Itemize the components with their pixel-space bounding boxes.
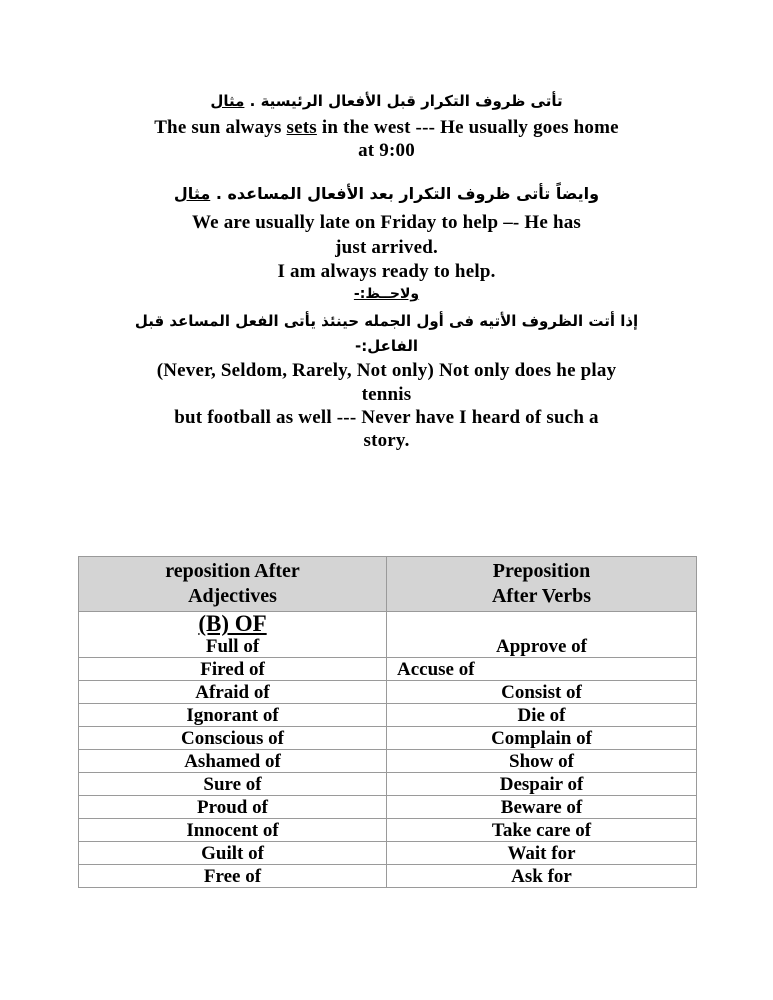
table-row — [79, 842, 697, 865]
verb-text: Approve of — [496, 636, 587, 657]
arabic-line-3: إذا أتت الظروف الأتيه فى أول الجمله حينئذ يأتى الفعل المساعد قبل — [134, 312, 639, 330]
header-adjectives-line-1: reposition After — [165, 560, 300, 582]
example-2-line-2: just arrived. — [335, 237, 438, 258]
table-row — [79, 773, 697, 796]
adjective-cell: Afraid of — [79, 681, 387, 704]
verb-cell — [387, 612, 697, 658]
arabic-line-2 — [0, 184, 773, 203]
table-row — [79, 796, 697, 819]
table-row — [79, 865, 697, 888]
arabic-line-4: الفاعل:- — [354, 337, 419, 355]
adjective-cell — [79, 612, 387, 658]
table-header-row — [79, 557, 697, 612]
adjective-cell: Conscious of — [79, 727, 387, 750]
verb-cell: Show of — [387, 750, 697, 773]
example-1-line-1 — [0, 117, 773, 139]
verb-cell: Take care of — [387, 819, 697, 842]
adjective-cell: Ignorant of — [79, 704, 387, 727]
adjective-cell: Free of — [79, 865, 387, 888]
arabic-example-label-2: مثال — [173, 184, 211, 203]
adjective-cell: Ashamed of — [79, 750, 387, 773]
example-2-line-1: We are usually late on Friday to help –- He has — [191, 212, 582, 233]
example-2-line-3: I am always ready to help. — [277, 261, 496, 282]
verb-cell: Die of — [387, 704, 697, 727]
arabic-rule-text: تأتى ظروف التكرار قبل الأفعال الرئيسية . — [249, 92, 563, 110]
header-verbs — [387, 557, 697, 612]
table-row — [79, 819, 697, 842]
header-verbs-line-2: After Verbs — [491, 585, 592, 607]
verb-cell: Wait for — [387, 842, 697, 865]
verb-cell: Ask for — [387, 865, 697, 888]
arabic-note-heading: ولاحــظ:- — [353, 286, 420, 302]
example-3-line-1: (Never, Seldom, Rarely, Not only) Not only does he play — [156, 360, 617, 381]
example-1-text-b: in the west --- He usually goes home — [316, 117, 619, 138]
adjective-cell: Fired of — [79, 658, 387, 681]
arabic-line-1 — [0, 92, 773, 110]
example-1-underlined-word: sets — [286, 117, 317, 138]
arabic-example-label: مثال — [210, 92, 245, 110]
example-1-line-2: at 9:00 — [358, 140, 415, 161]
verb-cell: Consist of — [387, 681, 697, 704]
example-1-text-a: The sun always — [154, 117, 287, 138]
table-row — [79, 727, 697, 750]
adjective-text: Full of — [205, 636, 260, 657]
adjective-cell: Innocent of — [79, 819, 387, 842]
table-row — [79, 612, 697, 658]
table-row — [79, 704, 697, 727]
arabic-rule-text-2: وايضاً تأتى ظروف التكرار بعد الأفعال المساعده . — [215, 184, 600, 203]
verb-cell: Complain of — [387, 727, 697, 750]
header-verbs-line-1: Preposition — [492, 560, 591, 582]
adjective-cell: Guilt of — [79, 842, 387, 865]
example-3-line-3: but football as well --- Never have I heard of such a — [174, 407, 599, 428]
table-row — [79, 681, 697, 704]
verb-cell: Accuse of — [387, 658, 697, 681]
section-heading: (B) OF — [198, 611, 267, 636]
adjective-cell: Proud of — [79, 796, 387, 819]
table-row — [79, 658, 697, 681]
example-3-line-4: story. — [363, 430, 410, 451]
verb-cell: Beware of — [387, 796, 697, 819]
verb-cell: Despair of — [387, 773, 697, 796]
header-adjectives — [79, 557, 387, 612]
header-adjectives-line-2: Adjectives — [188, 585, 277, 607]
example-3-line-2: tennis — [361, 384, 412, 405]
prepositions-table — [78, 556, 697, 888]
adjective-cell: Sure of — [79, 773, 387, 796]
table-row — [79, 750, 697, 773]
